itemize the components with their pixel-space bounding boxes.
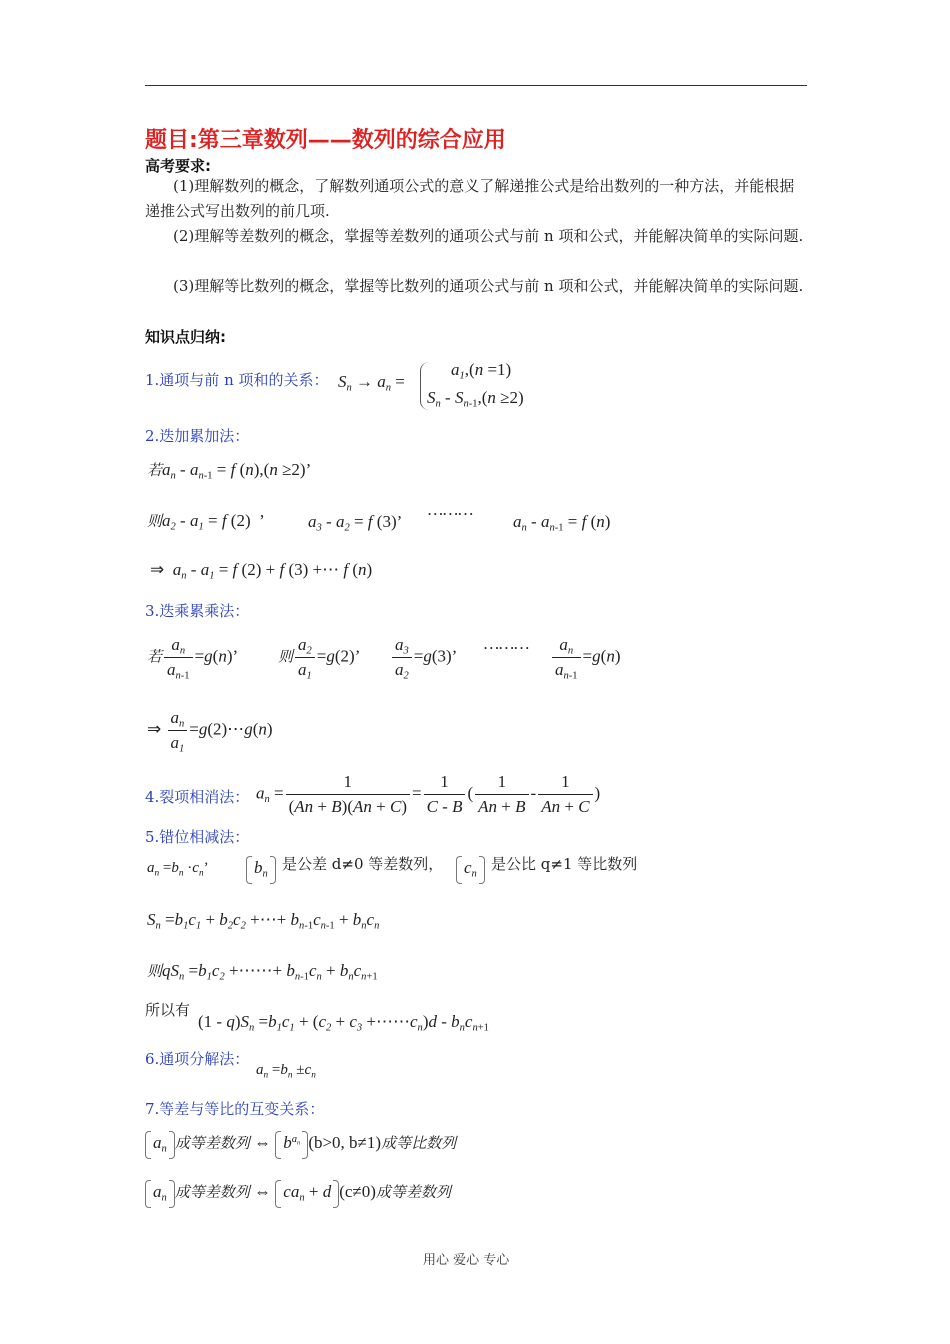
sequence-b: $b_n$: [246, 858, 276, 878]
formula-additive-step-2: $a_3 - a_2 = f$ (3)’: [308, 512, 403, 534]
ellipsis-1: ………: [428, 500, 474, 519]
section-2-heading: 2.迭加累加法：: [145, 427, 250, 445]
section-5-heading: 5.错位相减法：: [145, 828, 250, 846]
formula-sum-sn: $S_n =b_1c_1 + b_2c_2$ +⋯+ $b_{n-1}c_{n-1} + b_nc_n$: [147, 910, 380, 932]
header-rule: [145, 85, 807, 86]
requirement-3: (3)理解等比数列的概念，掌握等比数列的通项公式与前 n 项和公式，并能解决简单的实际问题.: [173, 277, 804, 295]
page-footer: 用心 爱心 专心: [423, 1253, 510, 1268]
formula-additive-step-n: $a_n - a_{n-1} = f$ (n): [513, 512, 611, 534]
formula-relation-2: $a_n$ 成等差数列 ⇔ $ca_n + d$ (c≠0)成等差数列: [145, 1181, 451, 1202]
formula-multiplicative-result: ⇒ $\frac{a_n}{a_1}$ =g(2)⋯g(n): [147, 708, 273, 755]
requirements-heading: 高考要求:: [145, 157, 211, 175]
formula-additive-condition: 若$a_n - a_{n-1} = f$ (n),(n ≥2)’: [147, 460, 312, 482]
formula-difference: $(1 - q)S_n =b_1c_1 + (c_2 + c_3$ $+\cdots\cdots c_n)d - b_nc_{n+1}$: [198, 1012, 489, 1034]
ellipsis-2: ………: [484, 634, 530, 653]
requirement-2: (2)理解等差数列的概念，掌握等差数列的通项公式与前 n 项和公式，并能解决简单的实际问题.: [173, 227, 804, 245]
formula-additive-result: ⇒ $a_n - a_1 = f$ (2) + f (3) +⋯ f (n): [150, 560, 373, 582]
formula-multiplicative-step-2: $\frac{a_3}{a_2}$ =g(3)’: [390, 633, 457, 682]
formula-sum-qsn: 则$qS_n =b_1c_2$ +⋯⋯+ $b_{n-1}c_n + b_nc_{n+1}$: [147, 961, 378, 983]
formula-s-to-a: $S_n \to a_n$ =: [338, 372, 405, 394]
formula-telescoping: $a_n$ = $\frac{1}{(An + B)(An + C)}$ = $\frac{1}{C - B}$ ( $\frac{1}{An + B}$ - $\frac{1}{An + C}$ ): [256, 772, 601, 816]
therefore-label: 所以有: [145, 1001, 191, 1019]
knowledge-heading: 知识点归纳:: [145, 328, 226, 346]
formula-multiplicative-condition: 若 $\frac{a_n}{a_{n-1}}$ =g(n)’: [147, 635, 239, 682]
formula-decomposition: $a_n =b_n \pm c_n$: [256, 1062, 316, 1081]
formula-an-product: $a_n =b_n \cdot c_n$’: [147, 860, 209, 879]
formula-relation-1: $a_n$ 成等差数列 ⇔ $b^{a_n}$ (b>0, b≠1)成等比数列: [145, 1132, 456, 1153]
section-4-heading: 4.裂项相消法：: [145, 788, 250, 806]
section-7-heading: 7.等差与等比的互变关系：: [145, 1100, 325, 1118]
section-1-heading: 1.通项与前 n 项和的关系：: [145, 371, 329, 389]
geometric-description: 是公比 q≠1 等比数列: [491, 855, 638, 873]
formula-multiplicative-step-1: 则 $\frac{a_2}{a_1}$ =g(2)’: [278, 635, 361, 682]
section-3-heading: 3.迭乘累乘法：: [145, 602, 250, 620]
formula-multiplicative-step-n: $\frac{a_n}{a_{n-1}}$ =g(n): [550, 633, 620, 682]
formula-additive-step-1: 则$a_2 - a_1 = f$ (2) ’: [147, 511, 265, 533]
requirement-1: (1)理解数列的概念，了解数列通项公式的意义了解递推公式是给出数列的一种方法，并能根据递推公式写出数列的前几项.: [145, 177, 795, 220]
piecewise-case-1: $a_1,(n =1)$: [451, 360, 512, 382]
piecewise-case-2: $S_n - S_{n-1},(n \ge 2)$: [427, 388, 524, 410]
sequence-c: $c_n$: [456, 858, 485, 878]
arithmetic-description: 是公差 d≠0 等差数列，: [282, 855, 444, 873]
section-6-heading: 6.通项分解法：: [145, 1050, 250, 1068]
page-title: 题目:第三章数列——数列的综合应用: [145, 128, 506, 153]
